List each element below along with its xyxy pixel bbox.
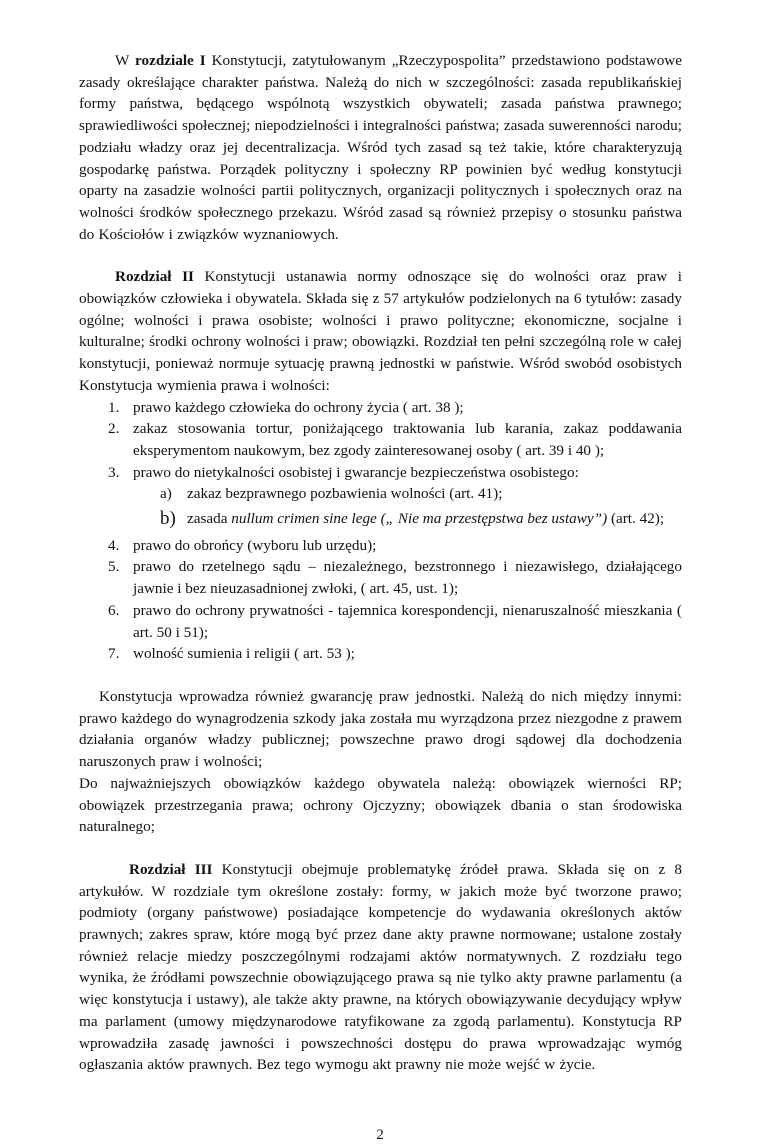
list-item xyxy=(79,535,682,557)
list-item xyxy=(79,556,682,599)
rights-list xyxy=(79,397,682,665)
list-item-number: 2. xyxy=(108,420,120,438)
text-run: Konstytucji, zatytułowanym „Rzeczypospolita” przedstawiono podstawowe zasady określające charakter państwa. Należą do nich w szczególności: zasada republikańskiej formy państwa, będącego wspólnotą wszystkich obywateli; zasada państwa prawnego; sprawiedliwości społecznej; niepodzielności i integralności państwa; zasada suwerenności narodu; podziału władzy oraz jej decentralizacja. Wśród tych zasad są też takie, które charakteryzują gospodarkę państwa. Porządek polityczny i społeczny RP powinien być według konstytucji oparty na zasadzie wolności partii politycznych, organizacji politycznych i społecznych oraz na wolności środków społecznego przekazu. Wśród zasad są również przepisy o stosunku państwa do Kościołów i związków wyznaniowych. xyxy=(79,52,682,243)
list-item-text: prawo do ochrony prywatności - tajemnica korespondencji, nienaruszalność mieszkania ( art. 50 i 51); xyxy=(133,601,682,641)
list-item-number: 4. xyxy=(108,536,120,554)
sublist-item-text xyxy=(187,483,682,505)
list-item-text: prawo każdego człowieka do ochrony życia ( art. 38 ); xyxy=(133,398,464,416)
sublist-item-text xyxy=(187,508,682,530)
text-run: Konstytucji ustanawia normy odnoszące się do wolności oraz praw i obowiązków człowieka i obywatela. Składa się z 57 artykułów podzielonych na 6 tytułów: zasady ogólne; wolności i prawa osobiste; wolności i prawo polityczne; ekonomiczne, socjalne i kulturalne; środki ochrony wolności i praw; obowiązki. Rozdział ten pełni szczególną role w całej konstytucji, ponieważ normuje sytuację prawną jednostki w państwie. Wśród swobód osobistych Konstytucja wymienia prawa i wolności: xyxy=(79,268,682,394)
list-item-number: 7. xyxy=(108,645,120,663)
list-item-text: prawo do obrońcy (wyboru lub urzędu); xyxy=(133,536,377,554)
text-run: Konstytucja wprowadza również gwarancję praw jednostki. Należą do nich między innymi: prawo każdego do wynagrodzenia szkody jaka została mu wyrządzona przez niezgodne z prawem działania organów władzy publicznej; powszechne prawo drogi sądowej dla dochodzenia naruszonych praw i wolności; xyxy=(79,687,682,771)
sublist-item xyxy=(79,483,682,505)
list-item-number: 3. xyxy=(108,463,120,481)
text-run: zakaz bezprawnego pozbawienia wolności (art. 41); xyxy=(187,485,503,503)
list-item xyxy=(79,397,682,419)
list-item xyxy=(79,600,682,643)
sublist-item-label: a) xyxy=(160,485,172,503)
paragraph-gwarancje xyxy=(79,686,682,773)
text-run: nullum crimen sine lege („ Nie ma przestępstwa bez ustawy”) xyxy=(231,510,608,528)
text-run: rozdziale I xyxy=(135,52,206,69)
sublist-item-label: b) xyxy=(160,508,176,530)
list-item-number: 6. xyxy=(108,601,120,619)
sublist-item xyxy=(79,508,682,530)
text-run: Do najważniejszych obowiązków każdego obywatela należą: obowiązek wierności RP; obowiązek przestrzegania prawa; ochrony Ojczyzny; obowiązek dbania o stan środowiska naturalnego; xyxy=(79,774,682,836)
paragraph-rozdzial-2 xyxy=(79,266,682,396)
list-item-text: prawo do nietykalności osobistej i gwarancje bezpieczeństwa osobistego: xyxy=(133,463,579,481)
paragraph-rozdzial-1 xyxy=(79,50,682,245)
page-number: 2 xyxy=(376,1125,384,1143)
paragraph-obowiazki xyxy=(79,773,682,838)
text-run: zasada xyxy=(187,510,232,528)
list-item-number: 5. xyxy=(108,558,120,576)
list-item-text: zakaz stosowania tortur, poniżającego traktowania lub karania, zakaz poddawania eksperymentom naukowym, bez zgody zainteresowanej osoby ( art. 39 i 40 ); xyxy=(133,420,682,459)
list-item xyxy=(79,643,682,665)
text-run: Rozdział II xyxy=(115,268,194,286)
text-run: W xyxy=(115,52,136,69)
text-run: (art. 42); xyxy=(607,510,665,528)
text-run: Rozdział III xyxy=(129,860,213,878)
text-run: Konstytucji obejmuje problematykę źródeł prawa. Składa się on z 8 artykułów. W rozdziale tym określone zostały: formy, w jakich może być tworzone prawo; podmioty (organy państwowe) posiadające kompetencje do wydawania określonych aktów prawnych; zakres spraw, które mogą być przez dane akty prawne normowane; ustalone zostały również relacje miedzy poszczególnymi rodzajami aktów normatywnych. Z rozdziału tego wynika, że źródłami powszechnie obowiązującego prawa są nie tylko akty prawne parlamentu (a więc konstytucja i ustawy), ale także akty prawne, na których obowiązywanie decydujący wpływ ma parlament (umowy międzynarodowe ratyfikowane za zgodą parlamentu). Konstytucja RP wprowadziła zasadę jawności i powszechności dostępu do prawa wprowadzając wymóg ogłaszania aktów prawnych. Bez tego wymogu akt prawny nie może wejść w życie. xyxy=(79,860,682,1074)
list-item-text: wolność sumienia i religii ( art. 53 ); xyxy=(133,645,355,663)
list-item-number: 1. xyxy=(108,398,120,416)
paragraph-rozdzial-3 xyxy=(79,859,682,1076)
list-item xyxy=(79,462,682,484)
list-item-text: prawo do rzetelnego sądu – niezależnego, bezstronnego i niezawisłego, działającego jawnie i bez nieuzasadnionej zwłoki, ( art. 45, ust. 1); xyxy=(133,558,682,598)
list-item xyxy=(79,418,682,461)
